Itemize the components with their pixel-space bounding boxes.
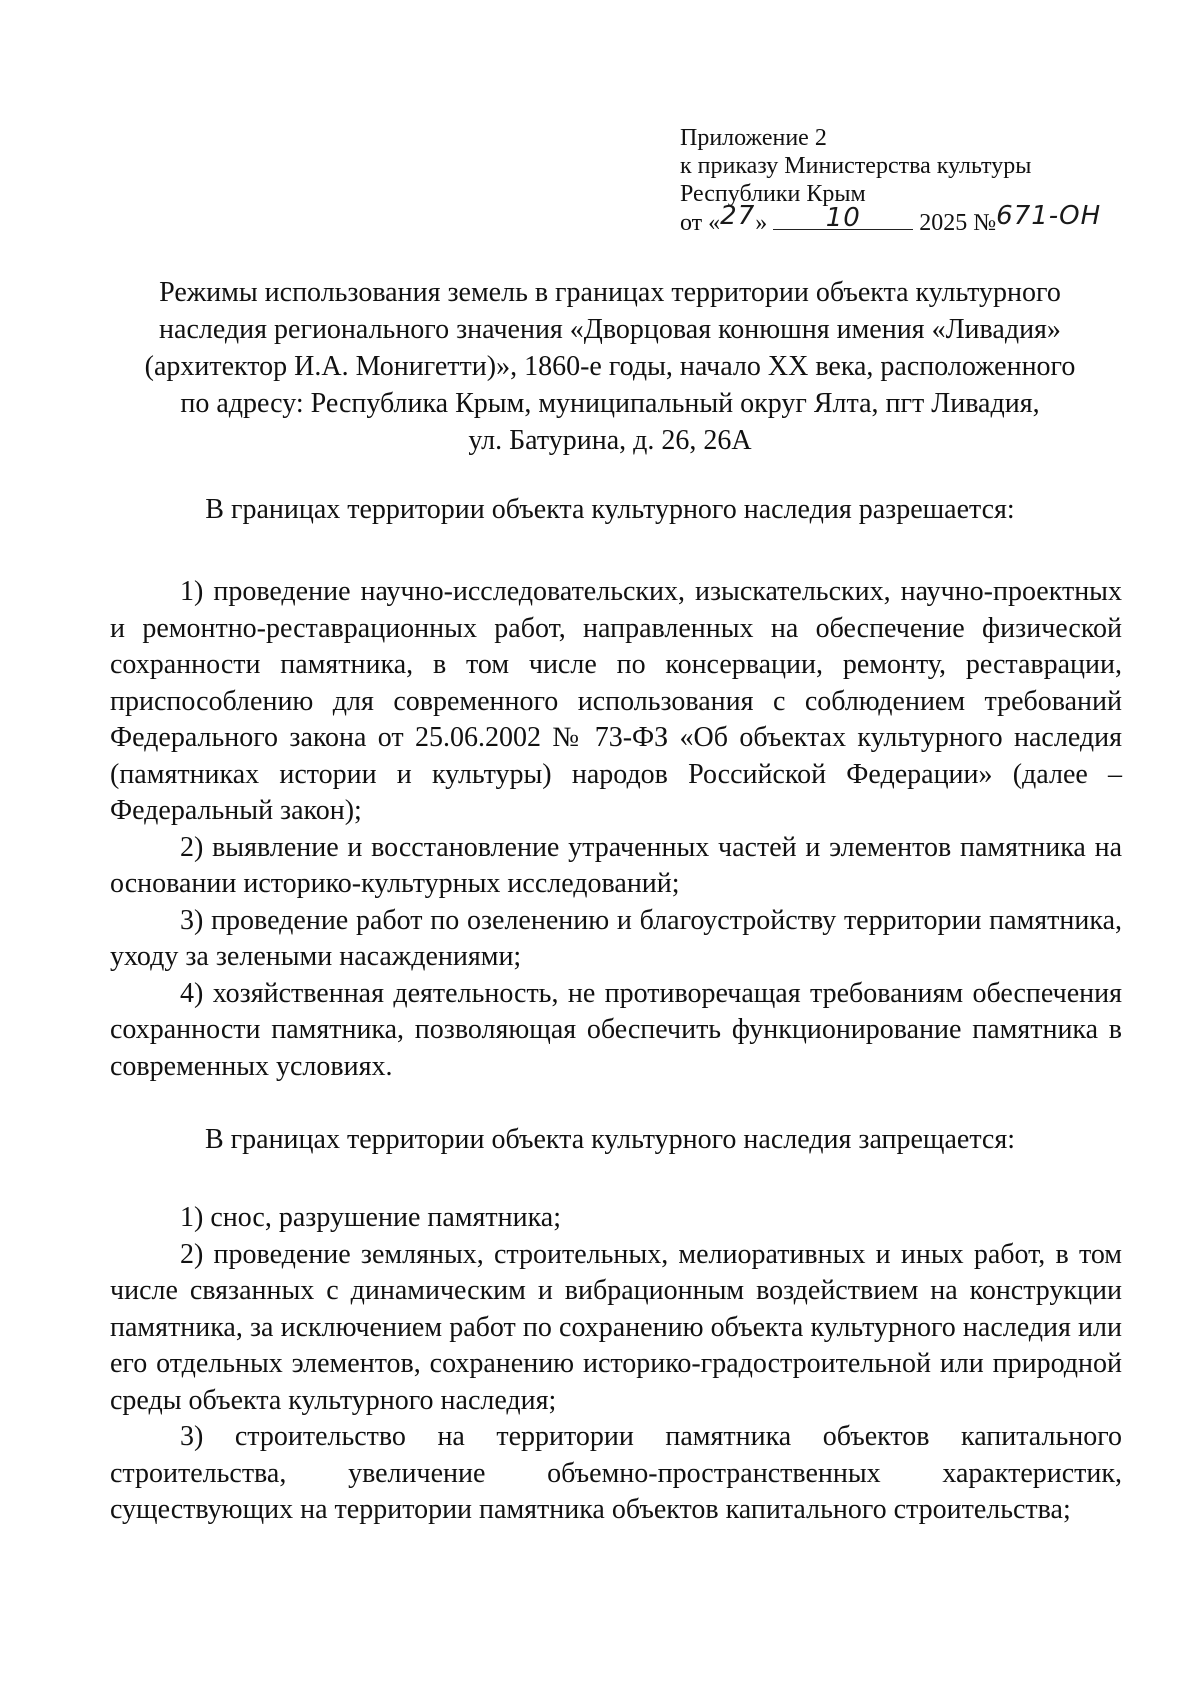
appendix-header <box>680 124 1140 237</box>
allowed-list <box>110 574 1122 1085</box>
forbidden-item: 1) снос, разрушение памятника; <box>180 1202 561 1233</box>
allowed-item: 3) проведение работ по озеленению и благоустройству территории памятника, уходу за зелеными насаждениями; <box>110 904 1122 972</box>
handwritten-month: 10 <box>773 207 913 230</box>
allowed-item: 4) хозяйственная деятельность, не противоречащая требованиям обеспечения сохранности памятника, позволяющая обеспечить функционирование памятника в современных условиях. <box>110 977 1122 1082</box>
appendix-date-line <box>680 201 1140 237</box>
date-prefix: от « <box>680 210 721 236</box>
appendix-order-ref: к приказу Министерства культуры <box>680 153 1032 179</box>
document-title <box>110 274 1110 459</box>
allowed-section-heading: В границах территории объекта культурного наследия разрешается: <box>205 494 1015 525</box>
title-line: по адресу: Республика Крым, муниципальный округ Ялта, пгт Ливадия, <box>180 388 1040 419</box>
forbidden-item: 3) строительство на территории памятника объектов капитального строительства, увеличение объемно-пространственных характеристик, существующих на территории памятника объектов капитального строительства; <box>110 1421 1122 1525</box>
year-and-number-label: 2025 № <box>919 210 997 236</box>
appendix-label: Приложение 2 <box>680 125 827 151</box>
allowed-item: 2) выявление и восстановление утраченных частей и элементов памятника на основании историко-культурных исследований; <box>110 831 1122 899</box>
forbidden-list <box>110 1200 1122 1529</box>
handwritten-day: 27 <box>720 201 756 231</box>
handwritten-order-number: 671-ОН <box>996 201 1102 231</box>
forbidden-item: 2) проведение земляных, строительных, мелиоративных и иных работ, в том числе связанных с динамическим и вибрационным воздействием на конструкции памятника, за исключением работ по сохранению объекта культурного наследия или его отдельных элементов, сохранению историко-градостроительной или природной среды объекта культурного наследия; <box>110 1238 1122 1416</box>
title-line: ул. Батурина, д. 26, 26А <box>468 425 752 456</box>
appendix-ministry: Республики Крым <box>680 181 866 207</box>
allowed-item: 1) проведение научно-исследовательских, изыскательских, научно-проектных и ремонтно-реставрационных работ, направленных на обеспечение физической сохранности памятника, в том числе по консервации, ремонту, реставрации, приспособлению для современного использования с соблюдением требований Федерального закона от 25.06.2002 № 73-ФЗ «Об объектах культурного наследия (памятниках истории и культуры) народов Российской Федерации» (далее – Федеральный закон); <box>110 576 1122 826</box>
title-line: Режимы использования земель в границах территории объекта культурного <box>159 277 1061 308</box>
forbidden-section-heading: В границах территории объекта культурного наследия запрещается: <box>204 1124 1016 1155</box>
date-close: » <box>755 210 768 236</box>
title-line: наследия регионального значения «Дворцовая конюшня имения «Ливадия» <box>159 314 1061 345</box>
title-line: (архитектор И.А. Монигетти)», 1860-е годы, начало XX века, расположенного <box>144 351 1076 382</box>
